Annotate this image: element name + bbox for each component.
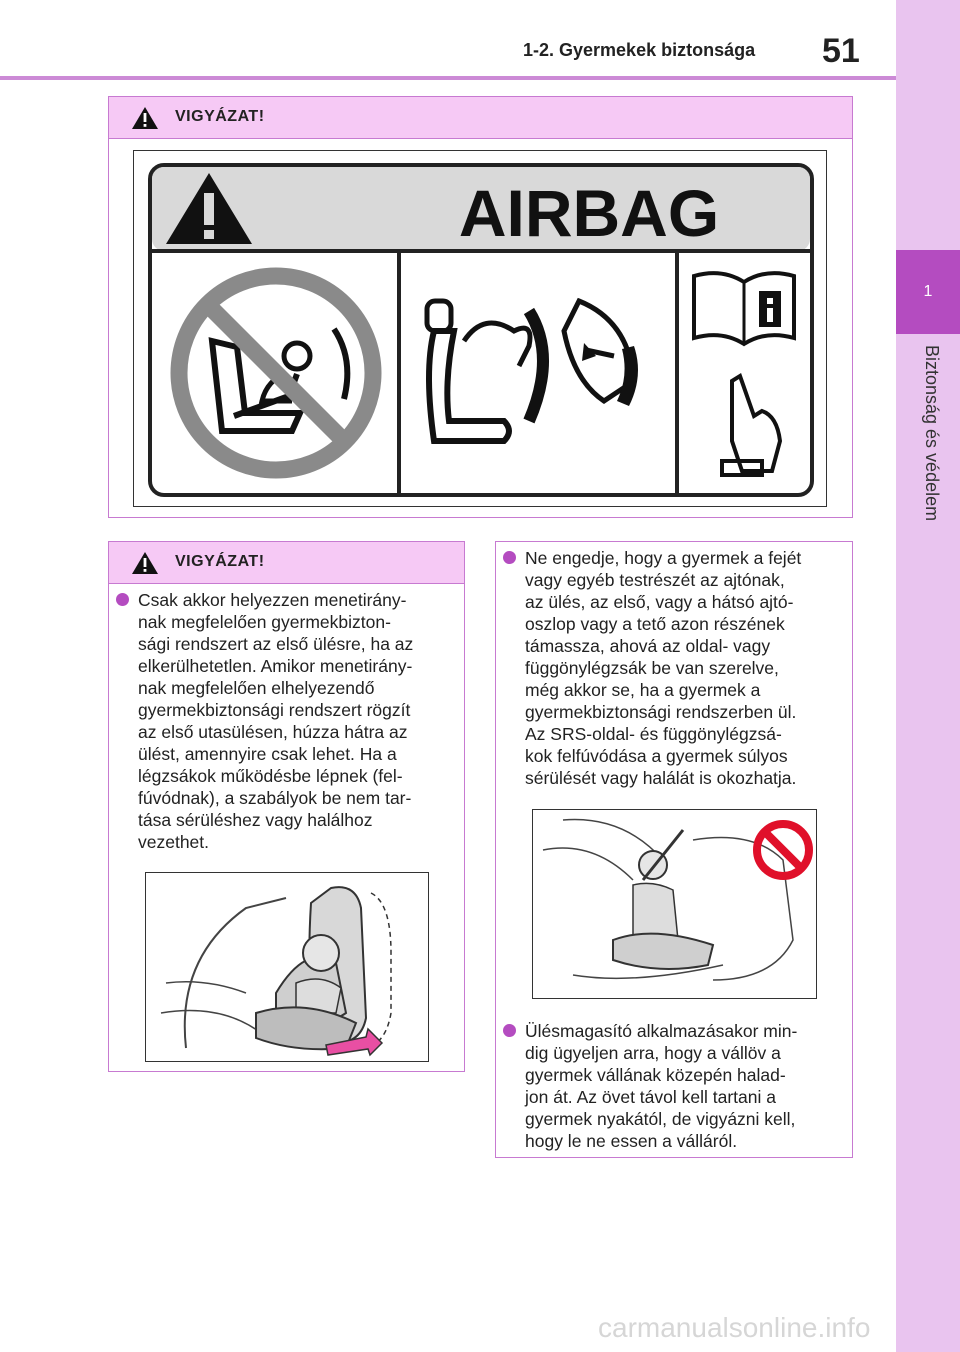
paragraph-text: Ülésmagasító alkalmazásakor min- dig ügyeljen arra, hogy a vállöv a gyermek vállának közepén halad- jon át. Az övet távol kell tartani a gyermek nyakától, de vigyázni kell, hogy le ne essen a válláról.	[525, 1021, 798, 1151]
header-rule	[0, 76, 896, 80]
section-title: 1-2. Gyermekek biztonsága	[523, 40, 756, 60]
warning-box-left	[108, 541, 465, 1072]
bullet-icon	[116, 593, 129, 606]
warning-paragraph	[116, 589, 461, 853]
airbag-label-illustration	[134, 151, 827, 507]
warning-triangle-icon	[131, 551, 159, 575]
front-seat-child-illustration	[146, 873, 429, 1062]
booster-seat-illustration	[533, 810, 817, 999]
warning-label: VIGYÁZAT!	[175, 553, 265, 570]
airbag-title: AIRBAG	[458, 176, 720, 250]
rear-child-seat-figure	[145, 872, 429, 1062]
bullet-icon	[503, 1024, 516, 1037]
bullet-paragraph	[503, 547, 849, 789]
warning-header	[109, 97, 852, 139]
page-number: 51	[822, 32, 860, 70]
warning-label: VIGYÁZAT!	[175, 108, 265, 125]
prohibited-icon	[757, 824, 809, 876]
warning-box-right	[495, 541, 853, 1158]
warning-triangle-icon	[131, 106, 159, 130]
bullet-paragraph	[503, 1020, 849, 1152]
airbag-warning-label-figure	[133, 150, 827, 507]
paragraph-text: Csak akkor helyezzen menetirány- nak megfelelően gyermekbizton- sági rendszert az első ülésre, ha az elkerülhetetlen. Amikor menetirány- nak megfelelően elhelyezendő gyermekbiztonsági rendszert rögzít az első utasülésen, húzza hátra az ülést, amennyire csak lehet. Ha a légzsákok működésbe lépnek (fel- fúvódnak), a szabályok be nem tar- tása sérüléshez vagy halálhoz vezethet.	[138, 590, 414, 852]
paragraph-text: Ne engedje, hogy a gyermek a fejét vagy egyéb testrészét az ajtónak, az ülés, az első, vagy a hátsó ajtó- oszlop vagy a tető azon részének támassza, ahová az oldal- vagy függönylégzsák be van szerelve, még akkor se, ha a gyermek a gyermekbiztonsági rendszerben ül. Az SRS-oldal- és függönylégzsá- kok felfúvódása a gyermek súlyos sérülését vagy halálát is okozhatja.	[525, 548, 802, 788]
chapter-tab[interactable]: 1	[896, 250, 960, 334]
warning-box-top	[108, 96, 853, 518]
watermark: carmanualsonline.info	[598, 1312, 871, 1343]
bullet-icon	[503, 551, 516, 564]
booster-seat-figure	[532, 809, 817, 999]
chapter-label: Biztonság és védelem	[922, 345, 942, 522]
warning-header	[109, 542, 464, 584]
side-strip	[896, 0, 960, 1352]
